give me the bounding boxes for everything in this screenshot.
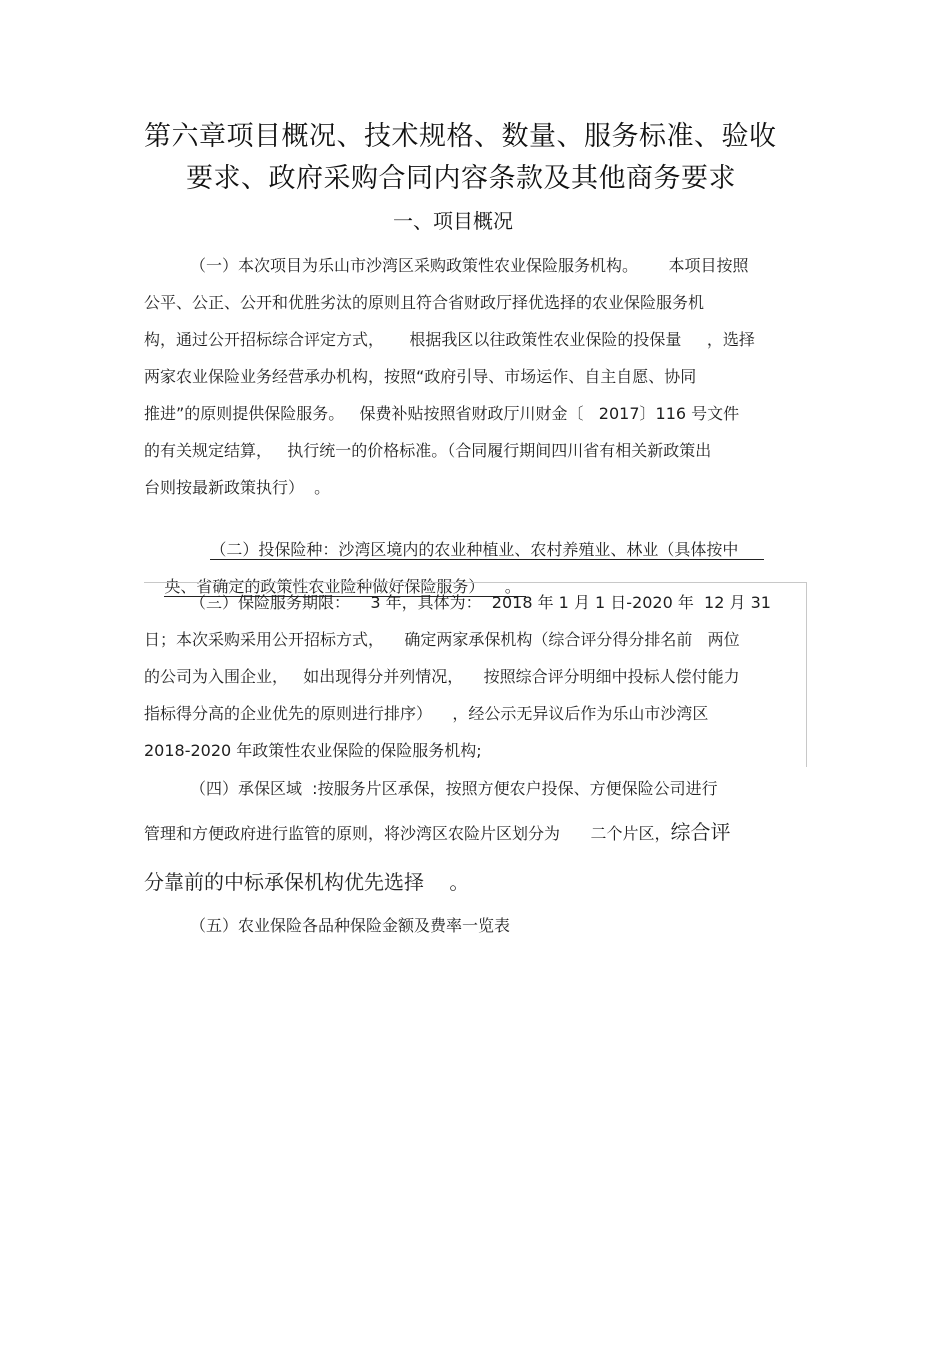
chapter-title-line-2: 要求、政府采购合同内容条款及其他商务要求: [186, 163, 736, 194]
paragraph-1-line-2: 公平、公正、公开和优胜劣汰的原则且符合省财政厅择优选择的农业保险服务机: [144, 293, 705, 312]
paragraph-3-line-1: （三）保险服务期限： 3 年，具体为： 2018 年 1 月 1 日-2020 年 12 月 31: [190, 593, 771, 612]
paragraph-1-line-7: 台则按最新政策执行） 。: [144, 478, 331, 497]
paragraph-3-line-5: 2018-2020 年政策性农业保险的保险服务机构;: [144, 741, 482, 760]
paragraph-3-line-4: 指标得分高的企业优先的原则进行排序） ，经公示无异议后作为乐山市沙湾区: [144, 704, 709, 723]
paragraph-3-line-3: 的公司为入围企业， 如出现得分并列情况， 按照综合评分明细中投标人偿付能力: [144, 667, 740, 686]
paragraph-2-line-2-text: 央、省确定的政策性农业险种做好保险服务） 。: [164, 577, 526, 596]
paragraph-4-line-1: （四）承保区域 :按服务片区承保，按照方便农户投保、方便保险公司进行: [190, 779, 718, 798]
paragraph-1-line-5: 推进”的原则提供保险服务。 保费补贴按照省财政厅川财金〔 2017〕116 号文件: [144, 404, 740, 423]
paragraph-4-line-2-main: 管理和方便政府进行监管的原则，将沙湾区农险片区划分为 二个片区，: [144, 824, 671, 843]
paragraph-2-line-1-text: （二）投保险种：沙湾区境内的农业种植业、农村养殖业、林业（具体按中: [210, 540, 764, 559]
paragraph-3-box-right-border: [806, 582, 807, 767]
chapter-title-line-1: 第六章项目概况、技术规格、数量、服务标准、验收: [144, 121, 777, 152]
paragraph-1-line-6: 的有关规定结算， 执行统一的价格标准。（合同履行期间四川省有相关新政策出: [144, 441, 712, 460]
paragraph-4-line-2-large: 综合评: [670, 820, 731, 844]
paragraph-5-line-1: （五）农业保险各品种保险金额及费率一览表: [190, 916, 511, 935]
paragraph-1-line-1: （一）本次项目为乐山市沙湾区采购政策性农业保险服务机构。 本项目按照: [190, 256, 749, 275]
section-heading: 一、项目概况: [393, 209, 513, 233]
paragraph-4-line-2: [144, 820, 731, 846]
paragraph-1-line-3: 构，通过公开招标综合评定方式， 根据我区以往政策性农业保险的投保量 ，选择: [144, 330, 755, 349]
paragraph-3-line-2: 日；本次采购采用公开招标方式， 确定两家承保机构（综合评分得分排名前 两位: [144, 630, 740, 649]
paragraph-3-box-top-border: [144, 582, 807, 583]
paragraph-4-line-3: 分靠前的中标承保机构优先选择 。: [144, 870, 470, 894]
paragraph-1-line-4: 两家农业保险业务经营承办机构，按照“政府引导、市场运作、自主自愿、协同: [144, 367, 697, 386]
